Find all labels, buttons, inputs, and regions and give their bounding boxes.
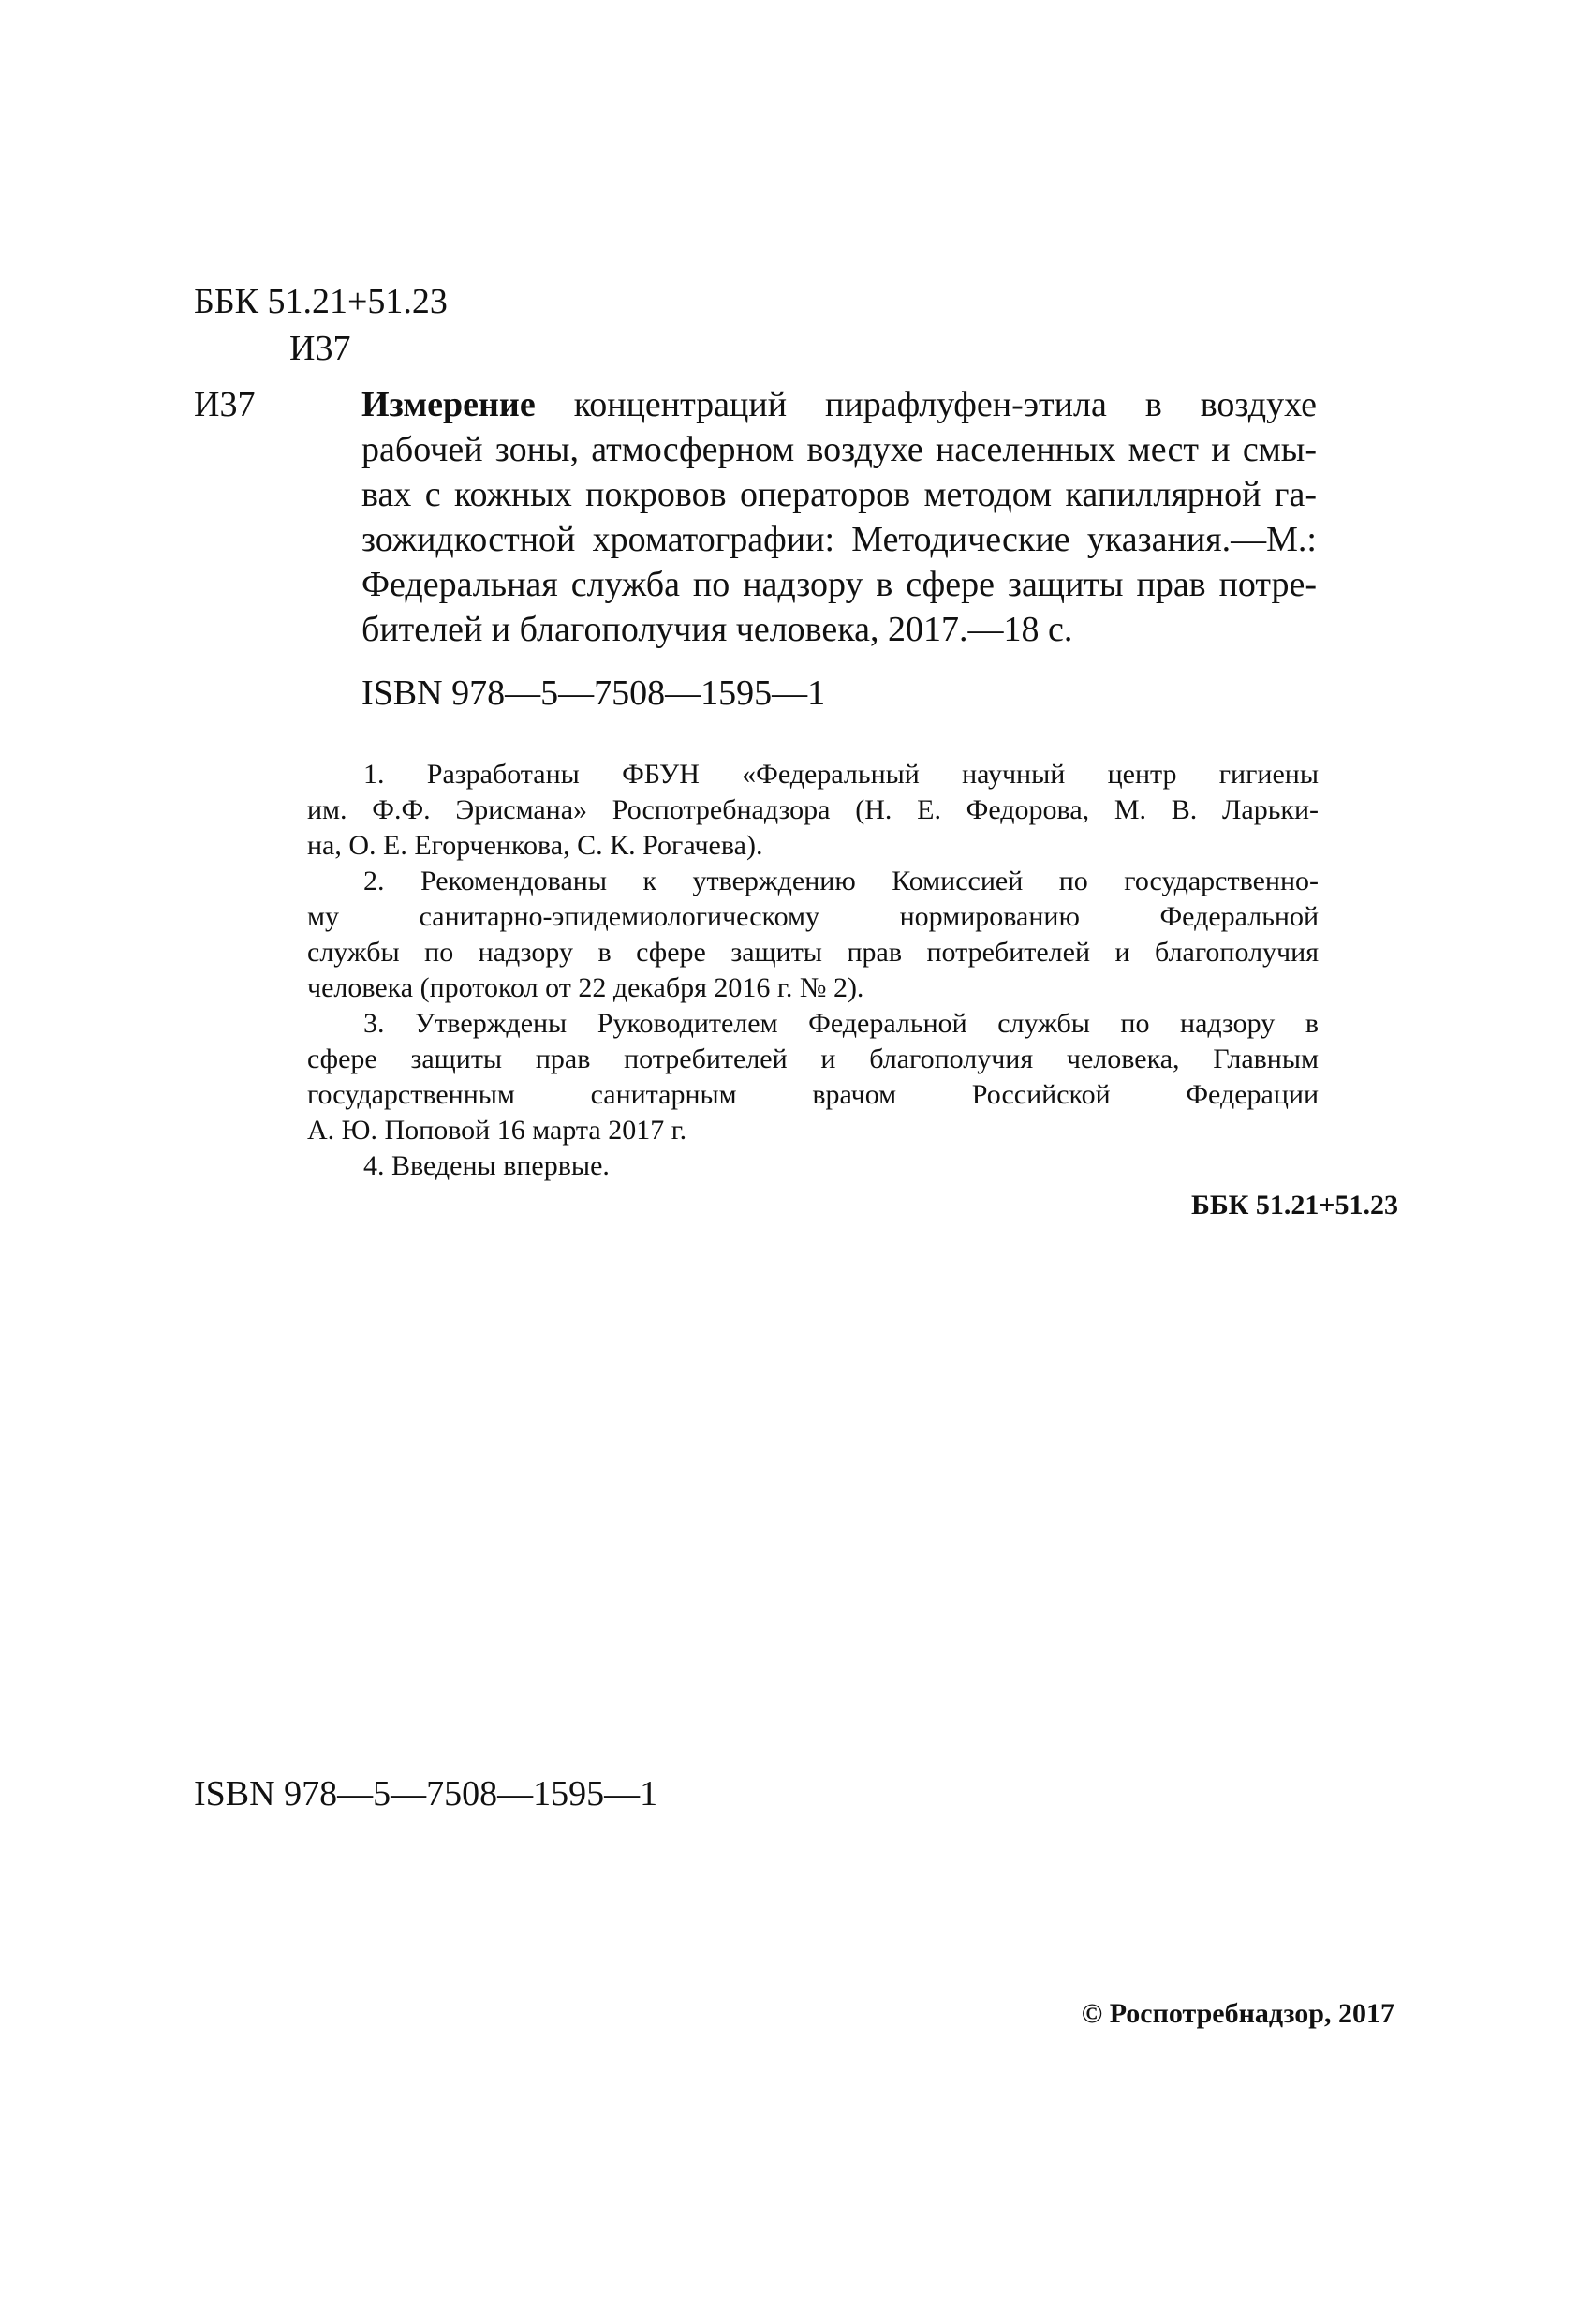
note-line-2: им. Ф.Ф. Эрисмана» Роспотребнадзора (Н. Е. Федорова, М. В. Ларьки-	[307, 794, 1319, 825]
author-sign-top: И37	[289, 329, 351, 368]
bbk-index-bottom: ББК 51.21+51.23	[1190, 1190, 1398, 1221]
entry-line-5: Федеральная служба по надзору в сфере защиты прав потре-	[361, 565, 1317, 604]
entry-line-2: рабочей зоны, атмосферном воздухе населенных мест и смы-	[361, 430, 1317, 469]
bbk-index-top: ББК 51.21+51.23	[194, 282, 448, 321]
entry-title-word: Измерение	[361, 385, 536, 424]
note-line-4: 2. Рекомендованы к утверждению Комиссией по государственно-	[363, 866, 1319, 896]
note-line-12: 4. Введены впервые.	[363, 1150, 610, 1181]
entry-author-sign: И37	[194, 385, 256, 424]
entry-line-6: бителей и благополучия человека, 2017.—18 с.	[361, 610, 1073, 649]
note-line-7: человека (протокол от 22 декабря 2016 г. № 2).	[307, 972, 864, 1003]
bibliographic-entry	[361, 382, 1317, 652]
note-line-1: 1. Разработаны ФБУН «Федеральный научный центр гигиены	[363, 759, 1319, 790]
note-line-11: А. Ю. Поповой 16 марта 2017 г.	[307, 1115, 687, 1146]
entry-line-1	[361, 382, 1317, 427]
entry-line-3: вах с кожных покровов операторов методом капиллярной га-	[361, 475, 1317, 514]
isbn-bottom: ISBN 978—5—7508—1595—1	[194, 1774, 658, 1813]
note-line-8: 3. Утверждены Руководителем Федеральной службы по надзору в	[363, 1008, 1319, 1039]
isbn-entry: ISBN 978—5—7508—1595—1	[361, 674, 826, 713]
copyright-notice: © Роспотребнадзор, 2017	[1081, 1998, 1394, 2029]
entry-line-4: зожидкостной хроматографии: Методические указания.—М.:	[361, 520, 1317, 559]
note-line-5: му санитарно-эпидемиологическому нормированию Федеральной	[307, 901, 1319, 932]
note-line-10: государственным санитарным врачом Российской Федерации	[307, 1079, 1319, 1110]
note-line-9: сфере защиты прав потребителей и благополучия человека, Главным	[307, 1044, 1319, 1074]
note-line-3: на, О. Е. Егорченкова, С. К. Рогачева).	[307, 830, 763, 861]
publication-notes	[307, 757, 1319, 1184]
entry-line-1-text: концентраций пирафлуфен-этила в воздухе	[573, 385, 1318, 424]
note-line-6: службы по надзору в сфере защиты прав потребителей и благополучия	[307, 937, 1319, 968]
